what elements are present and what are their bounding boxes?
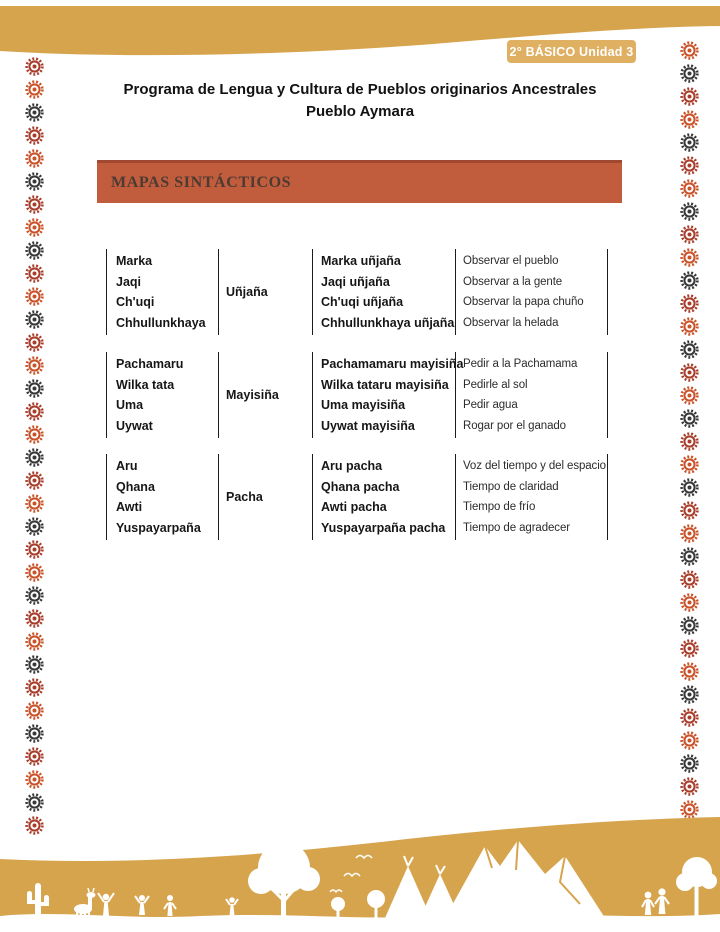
meaning-cell: Pedirle al sol <box>463 378 528 391</box>
gear-motif-icon <box>679 385 700 406</box>
gear-motif-icon <box>24 608 45 629</box>
meaning-cell: Tiempo de agradecer <box>463 521 570 534</box>
page-title <box>60 79 660 123</box>
gear-motif-icon <box>24 332 45 353</box>
phrase-cell: Awti pacha <box>321 500 387 514</box>
word-cell: Awti <box>116 500 143 514</box>
gear-motif-icon <box>24 447 45 468</box>
meanings-column <box>455 249 608 335</box>
phrase-cell: Jaqi uñjaña <box>321 274 390 289</box>
gear-motif-icon <box>24 56 45 77</box>
word-cell: Marka <box>116 254 153 268</box>
gear-motif-icon <box>679 684 700 705</box>
gear-motif-icon <box>24 286 45 307</box>
phrase-cell: Uma mayisiña <box>321 398 406 412</box>
syntax-table <box>106 249 608 335</box>
phrase-cell: Qhana pacha <box>321 479 400 494</box>
footer-illustration <box>0 812 720 932</box>
word-cell: Uma <box>116 398 144 412</box>
gear-motif-icon <box>24 562 45 583</box>
word-cell: Aru <box>116 459 138 473</box>
right-border-pattern <box>678 40 700 845</box>
gear-motif-icon <box>24 516 45 537</box>
gear-motif-icon <box>24 677 45 698</box>
gear-motif-icon <box>24 240 45 261</box>
gear-motif-icon <box>679 408 700 429</box>
gear-motif-icon <box>24 378 45 399</box>
suffix-cell: Uñjaña <box>226 284 268 299</box>
words-column <box>106 249 218 335</box>
gear-motif-icon <box>679 362 700 383</box>
phrase-cell: Yuspayarpaña pacha <box>321 520 446 535</box>
gear-motif-icon <box>24 102 45 123</box>
gear-motif-icon <box>24 125 45 146</box>
phrase-cell: Ch'uqi uñjaña <box>321 295 404 309</box>
meaning-cell: Rogar por el ganado <box>463 419 566 432</box>
gear-motif-icon <box>24 355 45 376</box>
meaning-cell: Observar la helada <box>463 316 559 329</box>
gear-motif-icon <box>679 523 700 544</box>
gear-motif-icon <box>24 585 45 606</box>
gear-motif-icon <box>24 401 45 422</box>
gear-motif-icon <box>679 615 700 636</box>
gear-motif-icon <box>24 309 45 330</box>
gear-motif-icon <box>679 201 700 222</box>
gear-motif-icon <box>24 148 45 169</box>
gear-motif-icon <box>24 79 45 100</box>
phrases-column <box>312 352 464 438</box>
syntax-table <box>106 352 608 438</box>
gear-motif-icon <box>679 316 700 337</box>
gear-motif-icon <box>24 493 45 514</box>
word-cell: Yuspayarpaña <box>116 520 201 535</box>
word-cell: Wilka tata <box>116 377 175 392</box>
meaning-cell: Pedir agua <box>463 399 518 411</box>
gear-motif-icon <box>679 293 700 314</box>
meaning-cell: Observar a la gente <box>463 275 563 288</box>
meanings-column <box>455 454 608 540</box>
word-cell: Pachamaru <box>116 357 184 371</box>
gear-motif-icon <box>679 661 700 682</box>
gear-motif-icon <box>24 263 45 284</box>
gear-motif-icon <box>679 178 700 199</box>
gear-motif-icon <box>679 155 700 176</box>
title-line-1: Programa de Lengua y Cultura de Pueblos originarios Ancestrales <box>123 81 597 98</box>
phrases-column <box>312 249 455 335</box>
meaning-cell: Tiempo de claridad <box>463 480 559 493</box>
word-cell: Chhullunkhaya <box>116 315 206 330</box>
syntax-table <box>106 454 608 540</box>
phrases-column <box>312 454 455 540</box>
meaning-cell: Pedir a la Pachamama <box>463 358 578 370</box>
gear-motif-icon <box>679 546 700 567</box>
gear-motif-icon <box>24 723 45 744</box>
gear-motif-icon <box>24 654 45 675</box>
gear-motif-icon <box>679 730 700 751</box>
phrase-cell: Marka uñjaña <box>321 254 401 268</box>
meaning-cell: Observar el pueblo <box>463 255 559 267</box>
word-cell: Ch'uqi <box>116 295 155 309</box>
words-column <box>106 352 218 438</box>
word-cell: Jaqi <box>116 274 142 289</box>
suffix-column <box>218 352 312 438</box>
gear-motif-icon <box>679 638 700 659</box>
gear-motif-icon <box>24 539 45 560</box>
phrase-cell: Uywat mayisiña <box>321 418 415 433</box>
gear-motif-icon <box>679 270 700 291</box>
suffix-column <box>218 454 312 540</box>
gear-motif-icon <box>679 132 700 153</box>
meaning-cell: Voz del tiempo y del espacio <box>463 460 606 472</box>
gear-motif-icon <box>679 454 700 475</box>
gear-motif-icon <box>679 592 700 613</box>
gear-motif-icon <box>679 776 700 797</box>
meaning-cell: Observar la papa chuño <box>463 296 584 308</box>
gear-motif-icon <box>679 477 700 498</box>
section-banner <box>97 160 622 203</box>
suffix-column <box>218 249 312 335</box>
phrase-cell: Chhullunkhaya uñjaña <box>321 315 455 330</box>
title-line-2: Pueblo Aymara <box>305 103 415 120</box>
words-column <box>106 454 218 540</box>
suffix-cell: Mayisiña <box>226 387 279 402</box>
phrase-cell: Pachamamaru mayisiña <box>321 357 464 371</box>
phrase-cell: Wilka tataru mayisiña <box>321 377 449 392</box>
gear-motif-icon <box>24 171 45 192</box>
gear-motif-icon <box>679 431 700 452</box>
suffix-cell: Pacha <box>226 489 263 504</box>
gear-motif-icon <box>24 769 45 790</box>
gear-motif-icon <box>24 424 45 445</box>
left-border-pattern <box>23 56 45 838</box>
unit-badge-label: 2° BÁSICO Unidad 3 <box>509 44 634 59</box>
unit-badge <box>507 40 636 63</box>
word-cell: Qhana <box>116 479 155 494</box>
gear-motif-icon <box>679 500 700 521</box>
gear-motif-icon <box>24 631 45 652</box>
section-banner-label: MAPAS SINTÁCTICOS <box>111 174 292 191</box>
gear-motif-icon <box>24 792 45 813</box>
gear-motif-icon <box>24 194 45 215</box>
meanings-column <box>455 352 608 438</box>
gear-motif-icon <box>679 569 700 590</box>
gear-motif-icon <box>679 63 700 84</box>
gear-motif-icon <box>24 746 45 767</box>
meaning-cell: Tiempo de frío <box>463 501 536 513</box>
gear-motif-icon <box>24 700 45 721</box>
gear-motif-icon <box>24 470 45 491</box>
gear-motif-icon <box>679 247 700 268</box>
phrase-cell: Aru pacha <box>321 459 383 473</box>
word-cell: Uywat <box>116 418 153 433</box>
gear-motif-icon <box>679 753 700 774</box>
gear-motif-icon <box>679 339 700 360</box>
gear-motif-icon <box>679 40 700 61</box>
gear-motif-icon <box>679 224 700 245</box>
gear-motif-icon <box>679 707 700 728</box>
gear-motif-icon <box>679 109 700 130</box>
gear-motif-icon <box>679 86 700 107</box>
gear-motif-icon <box>24 217 45 238</box>
